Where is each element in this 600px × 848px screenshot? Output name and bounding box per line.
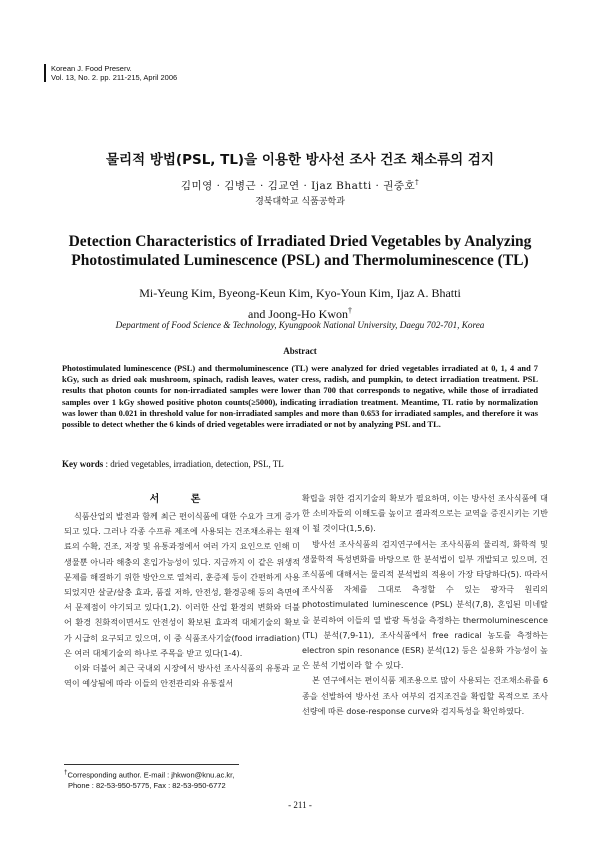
footnote-divider (64, 764, 239, 765)
body-paragraph: 방사선 조사식품의 검지연구에서는 조사식품의 물리적, 화학적 및 생물학적 특성변화를 바탕으로 한 분석법이 일부 개발되고 있으며, 건조식품에 대해서는 물리적 분석법의 적용이 가장 타당하다(5). 따라서 조사식품 자체를 그대로 측정할 수 있는 광자극 원리의 photostimulated luminescence (PSL) 분석(7,8), 혼입된 미네랄을 분리하여 이들의 열 발광 특성을 측정하는 thermoluminescence (TL) 분석(7,9-11), 조사식품에서 free radical 농도를 측정하는 electron spin resonance (ESR) 분석(12) 등은 실용화 가능성이 높은 분석 기법이라 할 수 있다. (302, 538, 548, 671)
footnote (64, 768, 304, 792)
corresponding-mark: † (415, 178, 420, 187)
footnote-mark: † (64, 769, 68, 776)
authors-korean (0, 178, 600, 193)
body-paragraph: 확립을 위한 검지기술의 확보가 필요하며, 이는 방사선 조사식품에 대한 소비자들의 이해도를 높이고 결과적으로는 교역을 증진시키는 기반이 될 것이다(1,5,6). (302, 493, 548, 534)
body-left-column (64, 509, 300, 691)
body-right-column (302, 491, 548, 719)
keywords (62, 459, 538, 469)
authors-korean-names: 김미영 · 김병근 · 김교연 · Ijaz Bhatti · 권중호 (180, 180, 416, 192)
title-english: Detection Characteristics of Irradiated Dried Vegetables by Analyzing Photostimulated Luminescence (PSL) and Thermoluminescence (TL) (68, 233, 532, 269)
body-paragraph: 이와 더불어 최근 국내외 시장에서 방사선 조사식품의 유통과 교역이 예상됨에 따라 이들의 안전관리와 유통질서 (64, 663, 300, 689)
footnote-email: Corresponding author. E-mail : jhkwon@knu.ac.kr, (67, 770, 235, 780)
corresponding-mark-en: † (348, 306, 352, 315)
affiliation-english: Department of Food Science & Technology, Kyungpook National University, Daegu 702-701, Korea (115, 320, 485, 330)
body-paragraph: 식품산업의 발전과 함께 최근 편이식품에 대한 수요가 크게 증가되고 있다. 그러나 각종 수프류 제조에 사용되는 건조채소류는 원재료의 수확, 건조, 저장 및 유통과정에서 여러 가지 요인으로 인해 미생물뿐 아니라 해충의 혼입가능성이 있다. 지금까지 이 같은 위생적 문제를 해결하기 위한 방안으로 열처리, 훈증제 등이 간편하게 사용되었지만 살균/살충 효과, 품질 저하, 안전성, 환경공해 등의 측면에서 문제점이 야기되고 있다(1,2). 이러한 산업 환경의 변화와 더불어 환경 친화적이면서도 안전성이 확보된 효과적 대체기술의 확보가 시급히 요구되고 있으며, 이 중 식품조사기술(food irradiation)은 여러 대체기술의 하나로 주목을 받고 있다(1-4). (64, 511, 300, 658)
authors-english-line2: and Joong-Ho Kwon (248, 307, 348, 321)
journal-name: Korean J. Food Preserv. (51, 64, 132, 73)
title-korean: 물리적 방법(PSL, TL)을 이용한 방사선 조사 건조 채소류의 검지 (106, 152, 494, 168)
journal-issue: Vol. 13, No. 2. pp. 211-215, April 2006 (51, 73, 178, 82)
authors-english (40, 285, 560, 323)
body-paragraph: 본 연구에서는 편이식품 제조용으로 많이 사용되는 건조채소류를 6종을 선발하여 방사선 조사 여부의 검지조건을 확립할 목적으로 조사선량에 따른 dose-response curve와 검지특성을 확인하였다. (302, 675, 548, 716)
section-heading-introduction: 서 론 (149, 494, 215, 505)
page-number: - 211 - (288, 800, 312, 810)
abstract-heading: Abstract (283, 346, 317, 356)
keywords-list: : dried vegetables, irradiation, detection, PSL, TL (105, 459, 284, 469)
journal-citation (44, 64, 177, 82)
affiliation-korean: 경북대학교 식품공학과 (255, 197, 345, 207)
footnote-phone: Phone : 82-53-950-5775, Fax : 82-53-950-6772 (68, 781, 226, 790)
abstract-text: Photostimulated luminescence (PSL) and thermoluminescence (TL) were analyzed for dried vegetables irradiated at 0, 1, 4 and 7 kGy, such as dried oak mushroom, spinach, radish leaves, water cress, radish, and pumpkin, to detect irradiation treatment. PSL results that photon counts for non-irradiated samples were lower than 700 that corresponds to negative, while those of irradiated samples over 1 kGy showed positive photon counts(≥5000), indicating irradiation treatment. Meantime, TL ratio by normalization was lower than 0.021 in threshold value for non-irradiated samples and more than 0.653 for irradiated samples, and therefore it was possible to detect whether the 6 kinds of dried vegetables were irradiated or not by analyzing PSL and TL. (62, 364, 538, 430)
keywords-label: Key words (62, 459, 104, 469)
authors-english-line1: Mi-Yeung Kim, Byeong-Keun Kim, Kyo-Youn Kim, Ijaz A. Bhatti (139, 286, 461, 300)
